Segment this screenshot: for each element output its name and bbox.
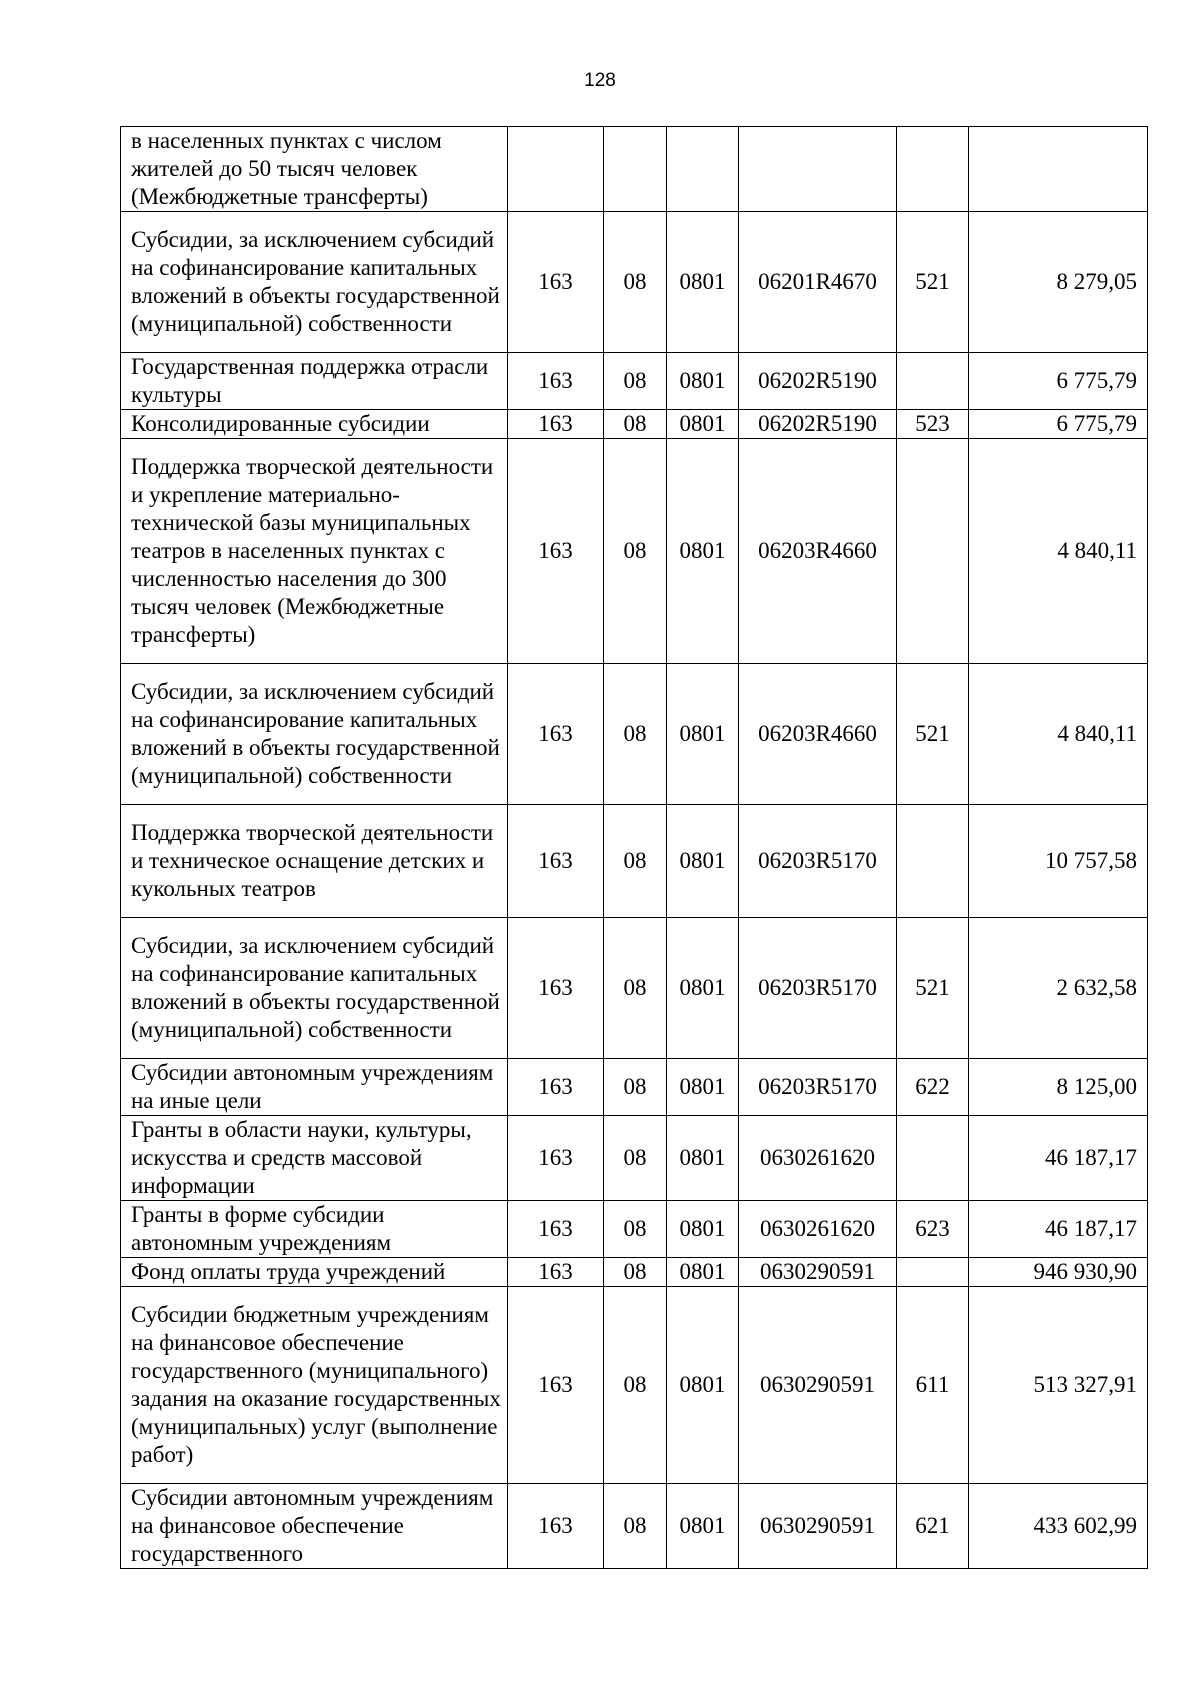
ministry-code: 163 <box>508 1287 604 1484</box>
section-code: 08 <box>604 664 667 805</box>
ministry-code: 163 <box>508 439 604 664</box>
section-code: 08 <box>604 353 667 410</box>
amount: 2 632,58 <box>969 918 1148 1059</box>
section-code: 08 <box>604 1287 667 1484</box>
expense-type-code <box>897 1258 969 1287</box>
section-code <box>604 127 667 212</box>
amount: 10 757,58 <box>969 805 1148 918</box>
table-row <box>121 212 1148 353</box>
ministry-code: 163 <box>508 1258 604 1287</box>
amount: 4 840,11 <box>969 439 1148 664</box>
amount: 946 930,90 <box>969 1258 1148 1287</box>
amount: 8 279,05 <box>969 212 1148 353</box>
section-code: 08 <box>604 410 667 439</box>
amount: 4 840,11 <box>969 664 1148 805</box>
amount: 46 187,17 <box>969 1116 1148 1201</box>
expense-type-code <box>897 127 969 212</box>
subsection-code: 0801 <box>667 353 739 410</box>
ministry-code: 163 <box>508 1484 604 1569</box>
subsection-code: 0801 <box>667 1287 739 1484</box>
row-name: Субсидии автономным учреждениям на финансовое обеспечение государственного <box>121 1484 508 1569</box>
section-code: 08 <box>604 918 667 1059</box>
expense-type-code: 621 <box>897 1484 969 1569</box>
expense-type-code: 523 <box>897 410 969 439</box>
section-code: 08 <box>604 1201 667 1258</box>
target-code: 0630290591 <box>739 1287 897 1484</box>
row-name: Консолидированные субсидии <box>121 410 508 439</box>
table-row <box>121 1258 1148 1287</box>
subsection-code: 0801 <box>667 212 739 353</box>
section-code: 08 <box>604 1258 667 1287</box>
subsection-code: 0801 <box>667 410 739 439</box>
row-name: Поддержка творческой деятельности и укрепление материально-технической базы муниципальных театров в населенных пунктах с численностью населения до 300 тысяч человек (Межбюджетные трансферты) <box>121 439 508 664</box>
expense-type-code <box>897 353 969 410</box>
ministry-code: 163 <box>508 1201 604 1258</box>
row-name: Гранты в форме субсидии автономным учреждениям <box>121 1201 508 1258</box>
subsection-code: 0801 <box>667 664 739 805</box>
amount: 6 775,79 <box>969 353 1148 410</box>
ministry-code: 163 <box>508 664 604 805</box>
expense-type-code <box>897 1116 969 1201</box>
table-row <box>121 1484 1148 1569</box>
ministry-code: 163 <box>508 1059 604 1116</box>
row-name: Государственная поддержка отрасли культуры <box>121 353 508 410</box>
ministry-code <box>508 127 604 212</box>
ministry-code: 163 <box>508 918 604 1059</box>
ministry-code: 163 <box>508 353 604 410</box>
table-row <box>121 1116 1148 1201</box>
table-row <box>121 127 1148 212</box>
ministry-code: 163 <box>508 805 604 918</box>
table-row <box>121 439 1148 664</box>
subsection-code: 0801 <box>667 1201 739 1258</box>
section-code: 08 <box>604 439 667 664</box>
target-code: 06203R4660 <box>739 664 897 805</box>
target-code: 0630261620 <box>739 1116 897 1201</box>
table-row <box>121 410 1148 439</box>
ministry-code: 163 <box>508 212 604 353</box>
ministry-code: 163 <box>508 410 604 439</box>
row-name: Поддержка творческой деятельности и техническое оснащение детских и кукольных театров <box>121 805 508 918</box>
expense-type-code: 611 <box>897 1287 969 1484</box>
row-name: Гранты в области науки, культуры, искусства и средств массовой информации <box>121 1116 508 1201</box>
table-row <box>121 1287 1148 1484</box>
target-code: 06202R5190 <box>739 353 897 410</box>
target-code: 06203R5170 <box>739 1059 897 1116</box>
expense-type-code <box>897 439 969 664</box>
subsection-code <box>667 127 739 212</box>
target-code: 06202R5190 <box>739 410 897 439</box>
expense-type-code: 622 <box>897 1059 969 1116</box>
row-name: Субсидии автономным учреждениям на иные цели <box>121 1059 508 1116</box>
target-code: 06201R4670 <box>739 212 897 353</box>
row-name: в населенных пунктах с числом жителей до 50 тысяч человек (Межбюджетные трансферты) <box>121 127 508 212</box>
row-name: Субсидии бюджетным учреждениям на финансовое обеспечение государственного (муниципального) задания на оказание государственных (муниципальных) услуг (выполнение работ) <box>121 1287 508 1484</box>
amount: 6 775,79 <box>969 410 1148 439</box>
expense-type-code: 521 <box>897 664 969 805</box>
subsection-code: 0801 <box>667 1258 739 1287</box>
subsection-code: 0801 <box>667 805 739 918</box>
amount: 433 602,99 <box>969 1484 1148 1569</box>
section-code: 08 <box>604 805 667 918</box>
amount: 46 187,17 <box>969 1201 1148 1258</box>
ministry-code: 163 <box>508 1116 604 1201</box>
target-code: 06203R5170 <box>739 805 897 918</box>
table-row <box>121 353 1148 410</box>
target-code: 0630261620 <box>739 1201 897 1258</box>
expense-type-code: 521 <box>897 918 969 1059</box>
subsection-code: 0801 <box>667 1059 739 1116</box>
target-code: 0630290591 <box>739 1258 897 1287</box>
table-row <box>121 805 1148 918</box>
section-code: 08 <box>604 212 667 353</box>
table-row <box>121 1201 1148 1258</box>
target-code <box>739 127 897 212</box>
section-code: 08 <box>604 1484 667 1569</box>
subsection-code: 0801 <box>667 1484 739 1569</box>
amount: 513 327,91 <box>969 1287 1148 1484</box>
amount: 8 125,00 <box>969 1059 1148 1116</box>
target-code: 0630290591 <box>739 1484 897 1569</box>
section-code: 08 <box>604 1059 667 1116</box>
row-name: Субсидии, за исключением субсидий на софинансирование капитальных вложений в объекты государственной (муниципальной) собственности <box>121 918 508 1059</box>
page-number: 128 <box>584 70 616 91</box>
budget-table <box>120 126 1148 1569</box>
expense-type-code: 623 <box>897 1201 969 1258</box>
table-row <box>121 664 1148 805</box>
subsection-code: 0801 <box>667 918 739 1059</box>
target-code: 06203R4660 <box>739 439 897 664</box>
row-name: Субсидии, за исключением субсидий на софинансирование капитальных вложений в объекты государственной (муниципальной) собственности <box>121 664 508 805</box>
amount <box>969 127 1148 212</box>
row-name: Фонд оплаты труда учреждений <box>121 1258 508 1287</box>
section-code: 08 <box>604 1116 667 1201</box>
table-row <box>121 1059 1148 1116</box>
subsection-code: 0801 <box>667 1116 739 1201</box>
row-name: Субсидии, за исключением субсидий на софинансирование капитальных вложений в объекты государственной (муниципальной) собственности <box>121 212 508 353</box>
subsection-code: 0801 <box>667 439 739 664</box>
target-code: 06203R5170 <box>739 918 897 1059</box>
table-row <box>121 918 1148 1059</box>
expense-type-code: 521 <box>897 212 969 353</box>
expense-type-code <box>897 805 969 918</box>
